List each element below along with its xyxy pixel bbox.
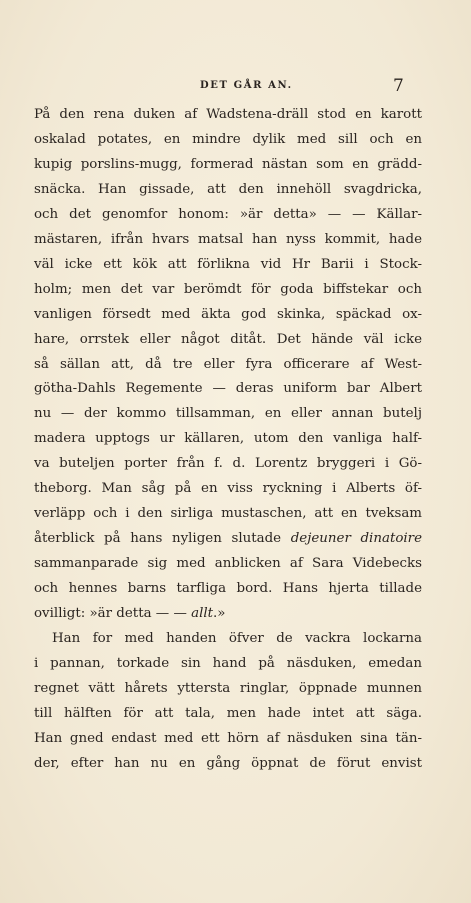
text-segment: holm; men det var berömdt för goda biffstekar och [34, 281, 422, 297]
text-line [34, 652, 422, 676]
text-segment: Han for med handen öfver de vackra lockarna [52, 630, 422, 646]
text-line [34, 577, 422, 601]
text-segment: På den rena duken af Wadstena-dräll stod en karott [34, 107, 422, 122]
text-segment: och hennes barns tarfliga bord. Hans hjerta tillade [34, 581, 422, 597]
text-segment: ovilligt: »är detta — — [34, 606, 192, 621]
text-segment: återblick på hans nyligen slutade [34, 531, 291, 547]
text-segment: regnet vätt hårets yttersta ringlar, öppnade munnen [34, 680, 422, 696]
italic-text: dejeuner dinatoire [290, 531, 422, 547]
text-segment: madera upptogs ur källaren, utom den vanliga half- [34, 431, 422, 447]
text-line [34, 602, 422, 626]
text-line [34, 727, 422, 751]
text-segment: verläpp och i den sirliga mustaschen, att en tveksam [34, 506, 422, 522]
text-segment: nu — der kommo tillsamman, en eller annan butelj [34, 406, 422, 422]
text-line [34, 752, 422, 776]
text-segment: i pannan, torkade sin hand på näsduken, emedan [34, 655, 422, 671]
text-line [34, 228, 422, 252]
text-line [34, 253, 422, 277]
text-line [34, 452, 422, 476]
running-head-title: DET GÅR AN. [200, 80, 293, 91]
text-line [34, 303, 422, 327]
text-line [34, 527, 422, 551]
text-line [52, 627, 422, 651]
page-number: 7 [393, 76, 404, 96]
text-segment: götha-Dahls Regemente — deras uniform bar Albert [34, 381, 422, 397]
text-segment: va buteljen porter från f. d. Lorentz bryggeri i Gö- [34, 456, 422, 472]
text-line [34, 353, 422, 377]
italic-text: allt [191, 606, 214, 621]
text-line [34, 328, 422, 352]
text-line [34, 677, 422, 701]
text-line [34, 477, 422, 501]
text-line [34, 153, 422, 177]
text-segment: oskalad potates, en mindre dylik med sill och en [34, 131, 422, 147]
text-line [34, 128, 422, 152]
text-segment: hare, orrstek eller något ditåt. Det hände väl icke [34, 331, 422, 347]
text-segment: .» [213, 606, 226, 621]
text-line [34, 377, 422, 401]
text-line [34, 402, 422, 426]
text-segment: snäcka. Han gissade, att den innehöll svagdricka, [34, 181, 422, 197]
text-segment: väl icke ett kök att förlikna vid Hr Barii i Stock- [34, 256, 422, 272]
text-segment: till hälften för att tala, men hade intet att säga. [34, 705, 422, 721]
text-segment: der, efter han nu en gång öppnat de förut envist [34, 755, 422, 771]
text-segment: mästaren, ifrån hvars matsal han nyss kommit, hade [34, 231, 422, 247]
text-segment: vanligen försedt med äkta god skinka, späckad ox- [34, 306, 422, 322]
text-line [34, 552, 422, 576]
text-line [34, 702, 422, 726]
text-segment: och det genomfor honom: »är detta» — — Källar- [34, 206, 422, 222]
text-line [34, 178, 422, 202]
text-line [34, 103, 422, 127]
text-segment: så sällan att, då tre eller fyra officerare af West- [34, 356, 422, 372]
text-segment: sammanparade sig med anblicken af Sara Videbecks [34, 556, 422, 572]
text-line [34, 278, 422, 302]
text-line [34, 502, 422, 526]
running-head [0, 78, 471, 98]
text-segment: kupig porslins-mugg, formerad nästan som en grädd- [34, 156, 422, 172]
text-segment: theborg. Man såg på en viss ryckning i Alberts öf- [34, 481, 422, 497]
text-line [34, 427, 422, 451]
text-segment: Han gned endast med ett hörn af näsduken sina tän- [34, 730, 422, 746]
text-line [34, 203, 422, 227]
